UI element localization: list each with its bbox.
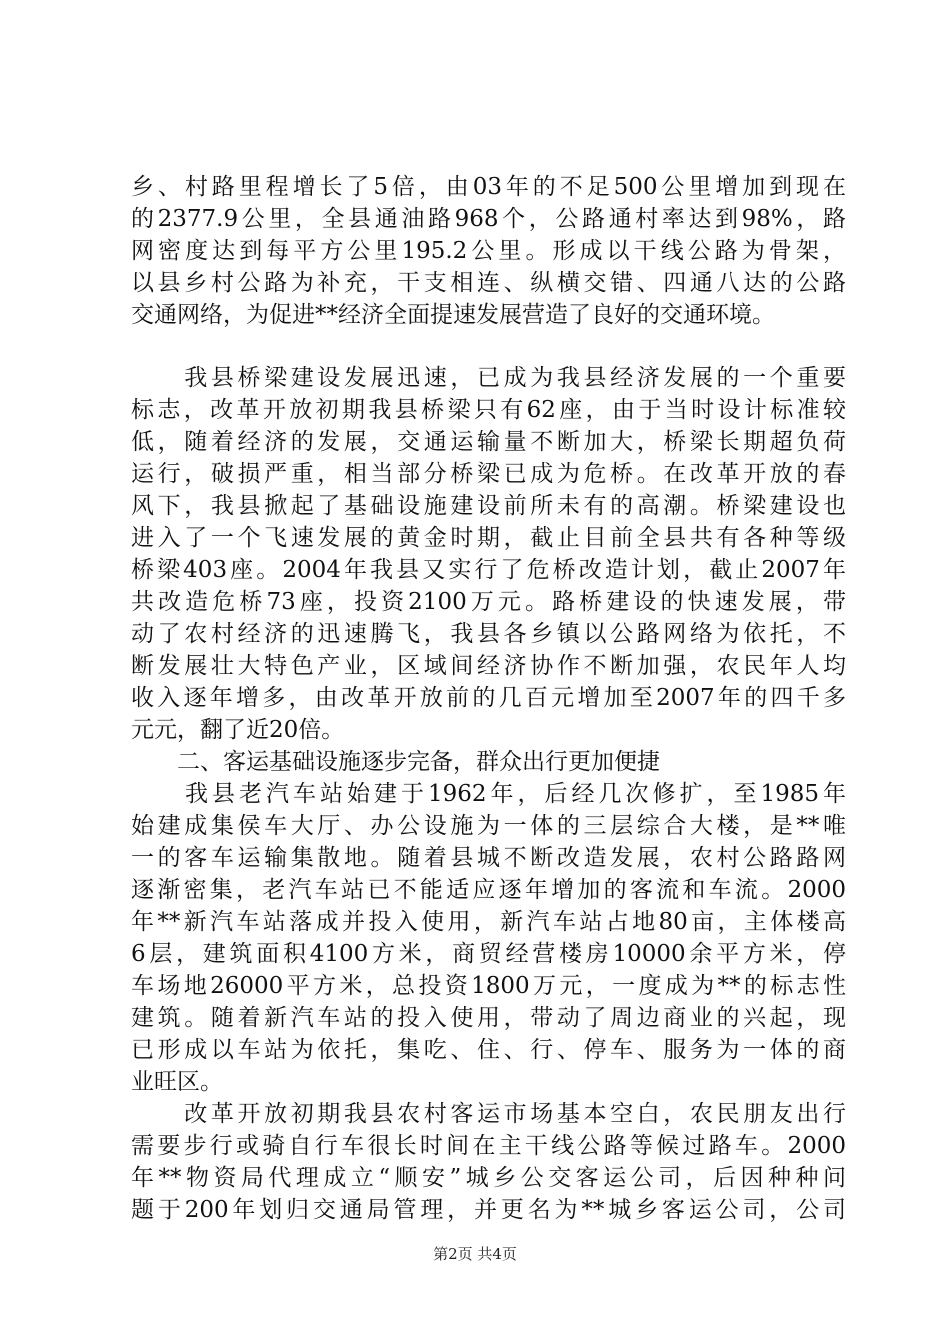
section-heading: 二、客运基础设施逐步完备，群众出行更加便捷	[131, 749, 660, 775]
text-line: 的2377.9公里，全县通油路968个，公路通村率达到98%，路	[131, 206, 846, 232]
text-line: 改革开放初期我县农村客运市场基本空白，农民朋友出行	[131, 1101, 846, 1127]
paragraph-bus-station	[131, 778, 846, 1098]
text-line: 元元，翻了近20倍。	[131, 717, 345, 743]
text-line: 交通网络，为促进**经济全面提速发展营造了良好的交通环境。	[131, 302, 775, 328]
text-line: 标志，改革开放初期我县桥梁只有62座，由于当时设计标准较	[131, 397, 846, 423]
text-line: 我县桥梁建设发展迅速，已成为我县经济发展的一个重要	[131, 365, 846, 391]
text-line: 建筑。随着新汽车站的投入使用，带动了周边商业的兴起，现	[131, 1005, 846, 1031]
text-line: 低，随着经济的发展，交通运输量不断加大，桥梁长期超负荷	[131, 429, 846, 455]
text-line: 逐渐密集，老汽车站已不能适应逐年增加的客流和车流。2000	[131, 877, 846, 903]
text-line: 动了农村经济的迅速腾飞，我县各乡镇以公路网络为依托，不	[131, 621, 846, 647]
text-line: 题于200年划归交通局管理，并更名为**城乡客运公司，公司	[131, 1197, 846, 1223]
text-line: 进入了一个飞速发展的黄金时期，截止目前全县共有各种等级	[131, 525, 846, 551]
text-line: 车场地26000平方米，总投资1800万元，一度成为**的标志性	[131, 973, 846, 999]
paragraph-rural-transport	[131, 1098, 846, 1226]
paragraph-bridge-construction	[131, 362, 846, 746]
text-line: 年**物资局代理成立“顺安”城乡公交客运公司，后因种种问	[131, 1165, 846, 1191]
document-body	[131, 171, 846, 1226]
paragraph-road-mileage	[131, 171, 846, 331]
page-footer	[0, 1244, 950, 1264]
text-line: 6层，建筑面积4100方米，商贸经营楼房10000余平方米，停	[131, 941, 846, 967]
text-line: 我县老汽车站始建于1962年，后经几次修扩，至1985年	[131, 781, 846, 807]
text-line: 已形成以车站为依托，集吃、住、行、停车、服务为一体的商	[131, 1037, 846, 1063]
text-line: 一的客车运输集散地。随着县城不断改造发展，农村公路路网	[131, 845, 846, 871]
text-line: 始建成集侯车大厅、办公设施为一体的三层综合大楼，是**唯	[131, 813, 846, 839]
text-line: 共改造危桥73座，投资2100万元。路桥建设的快速发展，带	[131, 589, 846, 615]
paragraph-spacer	[131, 331, 846, 362]
text-line: 网密度达到每平方公里195.2公里。形成以干线公路为骨架，	[131, 238, 846, 264]
page-number-label: 第2页 共4页	[433, 1245, 517, 1263]
text-line: 桥梁403座。2004年我县又实行了危桥改造计划，截止2007年	[131, 557, 846, 583]
text-line: 需要步行或骑自行车很长时间在主干线公路等候过路车。2000	[131, 1133, 846, 1159]
text-line: 年**新汽车站落成并投入使用，新汽车站占地80亩，主体楼高	[131, 909, 846, 935]
text-line: 以县乡村公路为补充，干支相连、纵横交错、四通八达的公路	[131, 270, 846, 296]
text-line: 风下，我县掀起了基础设施建设前所未有的高潮。桥梁建设也	[131, 493, 846, 519]
text-line: 收入逐年增多，由改革开放前的几百元增加至2007年的四千多	[131, 685, 846, 711]
text-line: 运行，破损严重，相当部分桥梁已成为危桥。在改革开放的春	[131, 461, 846, 487]
text-line: 断发展壮大特色产业，区域间经济协作不断加强，农民年人均	[131, 653, 846, 679]
section-heading-passenger-transport	[131, 746, 846, 778]
text-line: 业旺区。	[131, 1069, 223, 1095]
text-line: 乡、村路里程增长了5倍，由03年的不足500公里增加到现在	[131, 174, 846, 200]
